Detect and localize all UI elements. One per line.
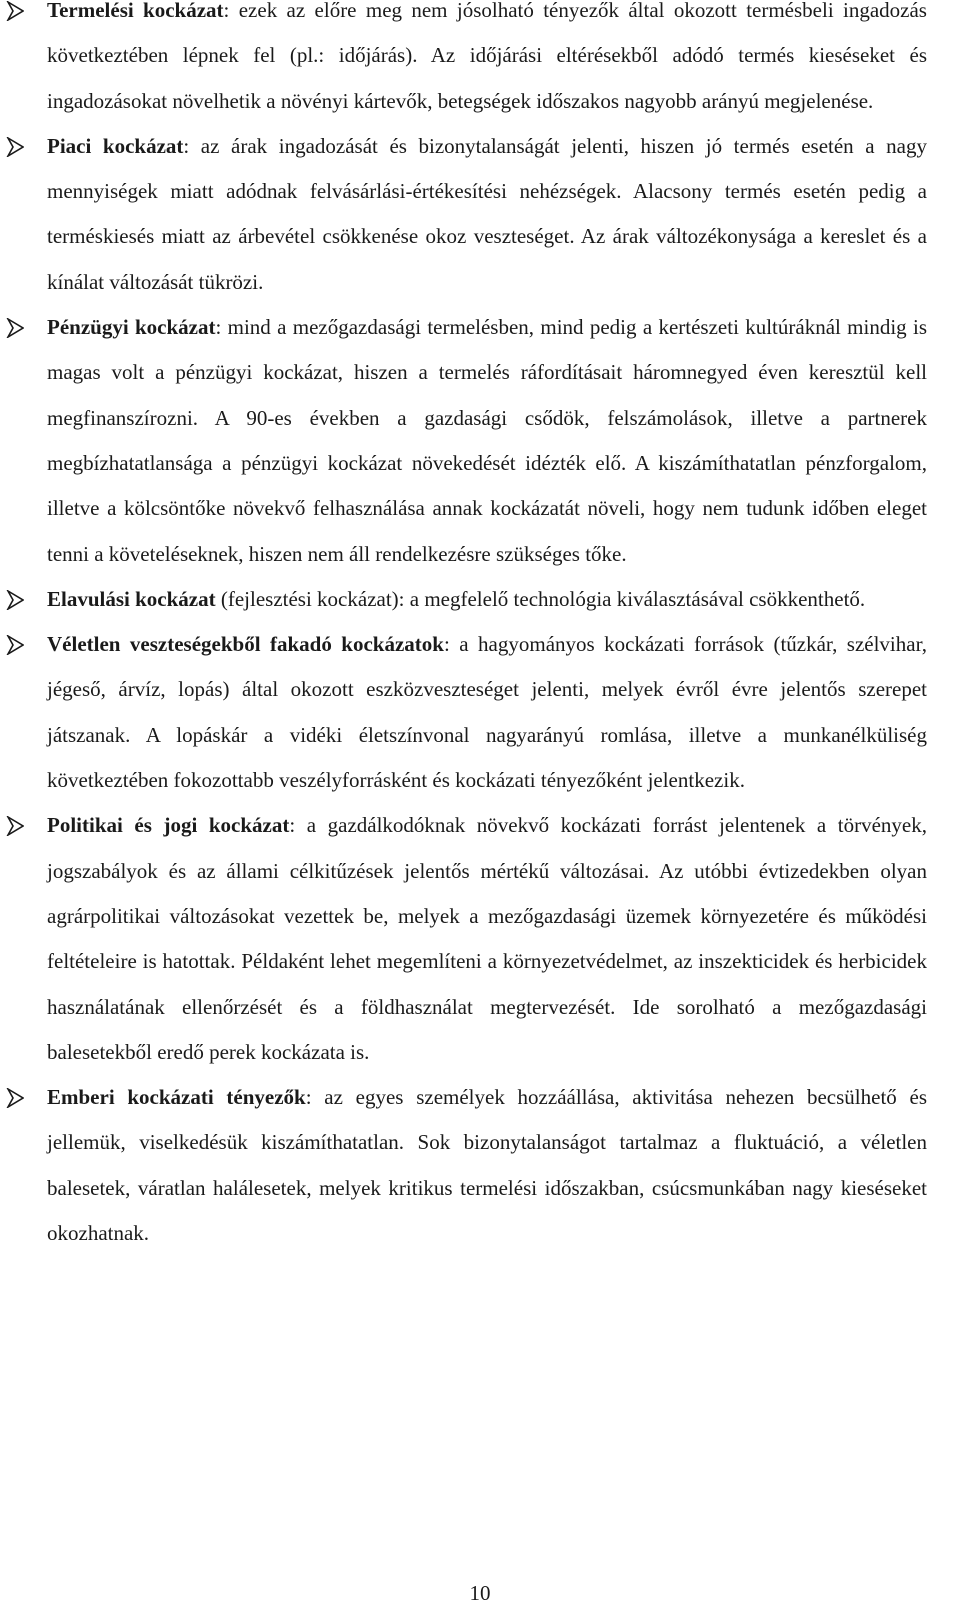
page-number: 10 <box>469 1581 491 1605</box>
arrowhead-bullet-icon <box>6 1088 24 1108</box>
risk-description: : ezek az előre meg nem jósolható tényezők által okozott termésbeli ingadozás következtében lépnek fel (pl.: időjárás). Az időjárási eltérésekből adódó termés kieséseket és ingadozásokat növelhetik a növényi kártevők, betegségek időszakos nagyobb arányú megjelenése. <box>47 0 927 113</box>
risk-description: : az egyes személyek hozzáállása, aktivitása nehezen becsülhető és jellemük, viselkedésük kiszámíthatatlan. Sok bizonytalanságot tartalmaz a fluktuáció, a véletlen balesetek, váratlan halálesetek, melyek kritikus termelési időszakban, csúcsmunkában nagy kieséseket okozhatnak. <box>47 1085 928 1246</box>
risk-description: : a gazdálkodóknak növekvő kockázati forrást jelentenek a törvények, jogszabályok és az állami célkitűzések jelentős mértékű változásai. Az utóbbi évtizedekben olyan agrárpolitikai változásokat vezettek be, melyek a mezőgazdasági üzemek környezetére és működési feltételeire is hatottak. Példaként lehet megemlíteni a környezetvédelmet, az inszekticidek és herbicidek használatának ellenőrzését és a földhasználat megtervezését. Ide sorolható a mezőgazdasági balesetekből eredő perek kockázata is. <box>47 813 928 1064</box>
risk-description: (fejlesztési kockázat): a megfelelő technológia kiválasztásával csökkenthető. <box>215 586 866 611</box>
arrowhead-bullet-icon <box>6 590 24 610</box>
risk-term: Elavulási kockázat <box>47 586 216 611</box>
list-item <box>0 124 960 305</box>
risk-term: Politikai és jogi kockázat <box>47 813 290 838</box>
risk-description: : a hagyományos kockázati források (tűzkár, szélvihar, jégeső, árvíz, lopás) által okozott eszközveszteséget jelenti, melyek évről évre jelentős szerepet játszanak. A lopáskár a vidéki életszínvonal nagyarányú romlása, illetve a munkanélküliség következtében fokozottabb veszélyforrásként és kockázati tényezőként jelentkezik. <box>47 632 927 793</box>
arrowhead-bullet-icon <box>6 1 24 21</box>
risk-term: Pénzügyi kockázat <box>47 315 216 340</box>
list-item <box>0 1075 960 1256</box>
risk-term: Emberi kockázati tényezők <box>47 1085 306 1110</box>
list-item <box>0 622 960 803</box>
list-item <box>0 0 960 124</box>
arrowhead-bullet-icon <box>6 816 24 836</box>
arrowhead-bullet-icon <box>6 318 24 338</box>
list-item <box>0 305 960 577</box>
arrowhead-bullet-icon <box>6 635 24 655</box>
arrowhead-bullet-icon <box>6 137 24 157</box>
list-item <box>0 803 960 1075</box>
risk-description: : mind a mezőgazdasági termelésben, mind pedig a kertészeti kultúráknál mindig is magas volt a pénzügyi kockázat, hiszen a termelés ráfordításait háromnegyed éven keresztül kell megfinanszírozni. A 90-es években a gazdasági csődök, felszámolások, illetve a partnerek megbízhatatlansága a pénzügyi kockázat növekedését idézték elő. A kiszámíthatatlan pénzforgalom, illetve a kölcsöntőke növekvő felhasználása annak kockázatát növeli, hogy nem tudunk időben eleget tenni a követeléseknek, hiszen nem áll rendelkezésre szükséges tőke. <box>47 315 928 566</box>
risk-description: : az árak ingadozását és bizonytalanságát jelenti, hiszen jó termés esetén a nagy mennyiségek miatt adódnak felvásárlási-értékesítési nehézségek. Alacsony termés esetén pedig a terméskiesés miatt az árbevétel csökkenése okoz veszteséget. Az árak változékonysága a kereslet és a kínálat változását tükrözi. <box>47 133 927 294</box>
risk-term: Piaci kockázat <box>47 133 184 158</box>
list-item <box>0 577 960 622</box>
risk-term: Termelési kockázat <box>47 0 224 22</box>
risk-term: Véletlen veszteségekből fakadó kockázatok <box>47 632 444 657</box>
